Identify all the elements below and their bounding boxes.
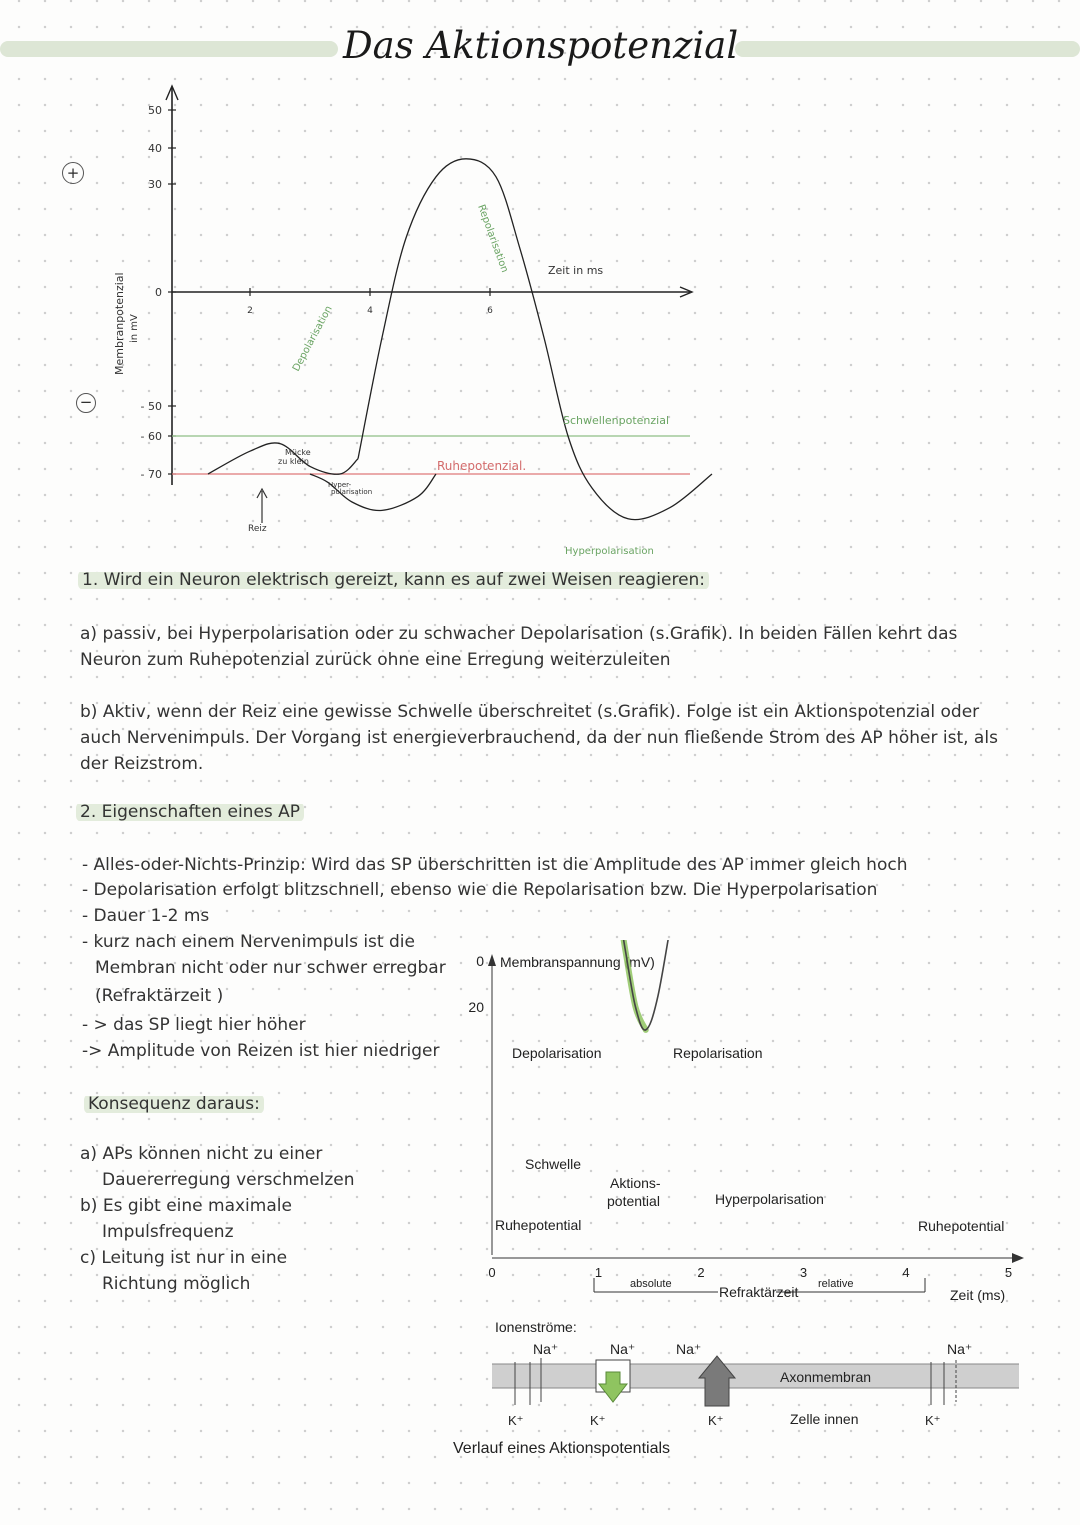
tb-y-ticks	[457, 940, 484, 1015]
tb-label-aktions-1: Aktions-	[610, 1175, 661, 1191]
sketch-y-tick-label: 40	[148, 142, 162, 155]
sketch-y-unit: in mV	[129, 314, 140, 343]
sketch-y-tick-label: - 50	[140, 400, 162, 413]
tb-y-label: Membranspannung (mV)	[500, 954, 655, 970]
bullet-refraktaer-2: Membran nicht oder nur schwer erregbar	[95, 958, 446, 978]
sketch-y-tick-label: 0	[155, 286, 162, 299]
bullet-dauer: - Dauer 1-2 ms	[82, 906, 210, 926]
tb-label-ruhe-left: Ruhepotential	[495, 1217, 582, 1233]
sketch-label-hyper-small: Hyper-	[328, 481, 352, 489]
sketch-y-tick-label: 30	[148, 178, 162, 191]
sketch-y-tick-label: - 70	[140, 468, 162, 481]
bullet-depolarisation: - Depolarisation erfolgt blitzschnell, ebenso wie die Repolarisation bzw. Die Hyperpolarisation	[82, 880, 878, 900]
tb-k-2: K⁺	[590, 1413, 606, 1428]
tb-y-tick-label: 20	[468, 999, 484, 1015]
tb-label-refraktaer: Refraktärzeit	[719, 1284, 799, 1300]
sketch-y-ticks	[141, 104, 176, 481]
sketch-y-tick-label: - 60	[140, 430, 162, 443]
bullet-alles-oder-nichts: - Alles-oder-Nichts-Prinzip: Wird das SP überschritten ist die Amplitude des AP immer gleich hoch	[82, 855, 908, 875]
tb-x-tick-label: 5	[1004, 1265, 1013, 1280]
sketch-series-line-2	[310, 474, 436, 511]
bullet-refraktaer-1: - kurz nach einem Nervenimpuls ist die	[82, 932, 415, 952]
cons-c-1: c) Leitung ist nur in eine	[80, 1248, 288, 1268]
section-1-active: b) Aktiv, wenn der Reiz eine gewisse Schwelle überschreitet (s.Grafik). Folge ist ein Aktionspotenzial oder auch Nervenimpuls. Der Vorgang ist energieverbrauchend, da der nun fließende Strom des AP höher ist, als der Reizstrom.	[80, 702, 998, 774]
sketch-label-hyper-big: Hyperpolarisation	[565, 546, 654, 557]
sketch-label-repolarisation: Repolarisation	[475, 203, 510, 275]
tb-na-3: Na⁺	[676, 1341, 702, 1357]
sketch-chart	[0, 80, 720, 570]
section-1-heading: 1. Wird ein Neuron elektrisch gereizt, kann es auf zwei Weisen reagieren:	[78, 570, 709, 590]
sketch-x-tick-label: 6	[487, 306, 493, 316]
tb-k-1: K⁺	[508, 1413, 524, 1428]
tb-x-tick-label: 4	[902, 1265, 910, 1280]
tb-label-ruhe-right: Ruhepotential	[918, 1218, 1005, 1234]
tb-x-ticks	[488, 1265, 1012, 1280]
tb-k-4: K⁺	[925, 1413, 941, 1428]
bullet-sp-hoeher: - > das SP liegt hier höher	[82, 1015, 306, 1035]
tb-caption: Verlauf eines Aktionspotentials	[453, 1440, 671, 1457]
tb-label-schwelle: Schwelle	[525, 1156, 582, 1172]
tb-na-1: Na⁺	[533, 1341, 559, 1357]
sketch-series-line-3	[358, 159, 712, 520]
tb-na-4: Na⁺	[947, 1341, 973, 1357]
tb-label-axon: Axonmembran	[780, 1369, 872, 1385]
tb-x-tick-label: 3	[799, 1265, 808, 1280]
tb-label-depolarisation: Depolarisation	[512, 1045, 602, 1061]
sketch-label-ruhe: Ruhepotenzial.	[437, 459, 527, 473]
tb-k-3: K⁺	[708, 1413, 724, 1428]
axon-membrane	[492, 1364, 1019, 1388]
sketch-label-zu-klein: zu klein	[278, 457, 309, 466]
section-2-heading: 2. Eigenschaften eines AP	[76, 802, 304, 822]
cons-b-1: b) Es gibt eine maximale	[80, 1196, 292, 1216]
tb-label-absolute: absolute	[630, 1278, 672, 1290]
tb-x-tick-label: 0	[488, 1265, 496, 1280]
sketch-label-hyper-small-2: polarisation	[331, 488, 373, 496]
bullet-amplitude: -> Amplitude von Reizen ist hier niedriger	[82, 1041, 440, 1061]
sketch-label-reiz: Reiz	[248, 524, 267, 534]
tb-x-tick-label: 1	[594, 1265, 603, 1280]
sketch-label-schwelle: Schwellenpotenzial	[563, 414, 670, 427]
tb-label-zelle: Zelle innen	[790, 1411, 859, 1427]
cons-a-1: a) APs können nicht zu einer	[80, 1144, 323, 1164]
section-1-passive: a) passiv, bei Hyperpolarisation oder zu schwacher Depolarisation (s.Grafik). In beiden Fällen kehrt das Neuron zum Ruhepotenzial zurück ohne eine Erregung weiterzuleiten	[80, 624, 958, 670]
tb-label-repolarisation: Repolarisation	[673, 1045, 763, 1061]
konsequenz-heading: Konsequenz daraus:	[84, 1094, 264, 1114]
sketch-label-muecke: Mücke	[285, 448, 311, 457]
tb-x-label: Zeit (ms)	[950, 1287, 1006, 1303]
channel-na-2	[596, 1360, 630, 1402]
sketch-x-tick-label: 2	[247, 306, 253, 316]
cons-c-2: Richtung möglich	[102, 1274, 251, 1294]
cons-b-2: Impulsfrequenz	[102, 1222, 234, 1242]
tb-label-hyper: Hyperpolarisation	[715, 1191, 824, 1207]
sketch-y-tick-label: 50	[148, 104, 162, 117]
sketch-y-label: Membranpotenzial	[113, 272, 126, 375]
tb-x-tick-label: 2	[697, 1265, 705, 1280]
tb-label-ionen: Ionenströme:	[495, 1319, 577, 1335]
tb-y-tick-label: 0	[476, 953, 484, 970]
plus-marker: +	[62, 162, 84, 184]
sketch-x-label: Zeit in ms	[548, 264, 604, 277]
textbook-chart	[440, 940, 1040, 1470]
minus-marker: −	[76, 393, 96, 413]
tb-na-2: Na⁺	[610, 1341, 636, 1357]
tb-label-aktions-2: potential	[607, 1193, 660, 1209]
cons-a-2: Dauererregung verschmelzen	[102, 1170, 355, 1190]
tb-label-relative: relative	[818, 1278, 854, 1290]
bullet-refraktaer-3: (Refraktärzeit )	[95, 986, 224, 1006]
sketch-x-tick-label: 4	[367, 306, 373, 316]
sketch-label-depolarisation: Depolarisation	[290, 304, 335, 374]
page-title: Das Aktionspotenzial	[343, 24, 739, 67]
